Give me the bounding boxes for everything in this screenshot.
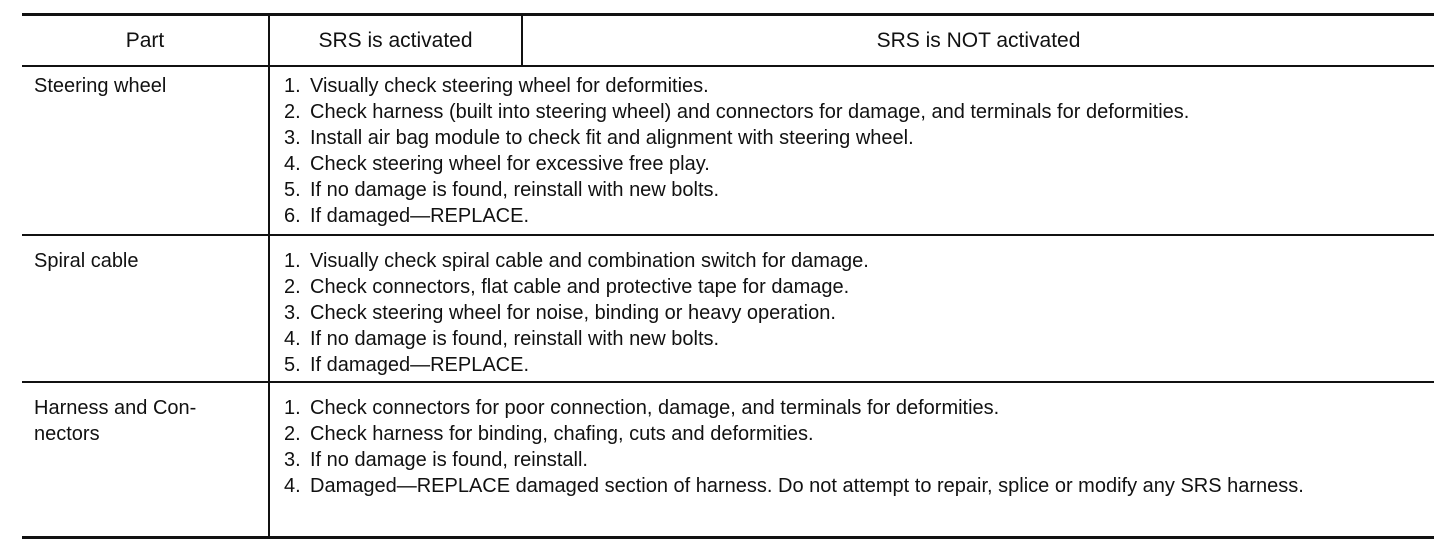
row-divider [22,381,1434,383]
step-text: If damaged—REPLACE. [310,205,529,227]
step-text: Visually check steering wheel for deformities. [310,75,709,97]
list-item [284,447,1424,473]
part-label-steering-wheel: Steering wheel [34,75,167,97]
list-item [284,248,1424,274]
list-item [284,151,1424,177]
list-item [284,300,1424,326]
steering-wheel-steps [284,73,1424,229]
harness-steps [284,395,1424,499]
step-number: 1. [284,75,301,97]
step-text: Visually check spiral cable and combination switch for damage. [310,250,869,272]
list-item [284,177,1424,203]
step-number: 5. [284,179,301,201]
step-number: 6. [284,205,301,227]
row-divider [22,234,1434,236]
step-text: Check harness for binding, chafing, cuts and deformities. [310,423,814,445]
step-number: 2. [284,101,301,123]
list-item [284,99,1424,125]
header-part: Part [125,29,165,52]
step-text: Check steering wheel for excessive free play. [310,153,710,175]
list-item [284,421,1424,447]
step-number: 2. [284,276,301,298]
step-number: 5. [284,354,301,376]
header-srs-activated: SRS is activated [318,29,473,52]
step-text: If no damage is found, reinstall. [310,449,588,471]
part-label-harness-and-connectors: Harness and Con- nectors [34,397,197,445]
step-number: 1. [284,397,301,419]
header-srs-not-activated: SRS is NOT activated [876,29,1081,52]
step-text: Install air bag module to check fit and alignment with steering wheel. [310,127,914,149]
step-text: If no damage is found, reinstall with new bolts. [310,328,720,350]
step-text: Check connectors for poor connection, damage, and terminals for deformities. [310,397,1000,419]
step-number: 4. [284,475,301,497]
step-number: 4. [284,153,301,175]
list-item [284,473,1424,499]
list-item [284,125,1424,151]
list-item [284,274,1424,300]
step-number: 3. [284,302,301,324]
step-number: 4. [284,328,301,350]
column-divider [268,15,270,537]
step-text: Check connectors, flat cable and protective tape for damage. [310,276,850,298]
list-item [284,203,1424,229]
list-item [284,352,1424,378]
step-text: If no damage is found, reinstall with new bolts. [310,179,720,201]
list-item [284,73,1424,99]
step-text: Check harness (built into steering wheel) and connectors for damage, and terminals for deformities. [310,101,1190,123]
step-text: Damaged—REPLACE damaged section of harness. Do not attempt to repair, splice or modify any SRS harness. [310,475,1304,497]
spiral-cable-steps [284,248,1424,378]
step-number: 2. [284,423,301,445]
part-label-spiral-cable: Spiral cable [34,250,139,272]
step-number: 1. [284,250,301,272]
list-item [284,326,1424,352]
table-bottom-border [22,536,1434,539]
step-text: If damaged—REPLACE. [310,354,529,376]
step-text: Check steering wheel for noise, binding or heavy operation. [310,302,836,324]
step-number: 3. [284,449,301,471]
list-item [284,395,1424,421]
step-number: 3. [284,127,301,149]
